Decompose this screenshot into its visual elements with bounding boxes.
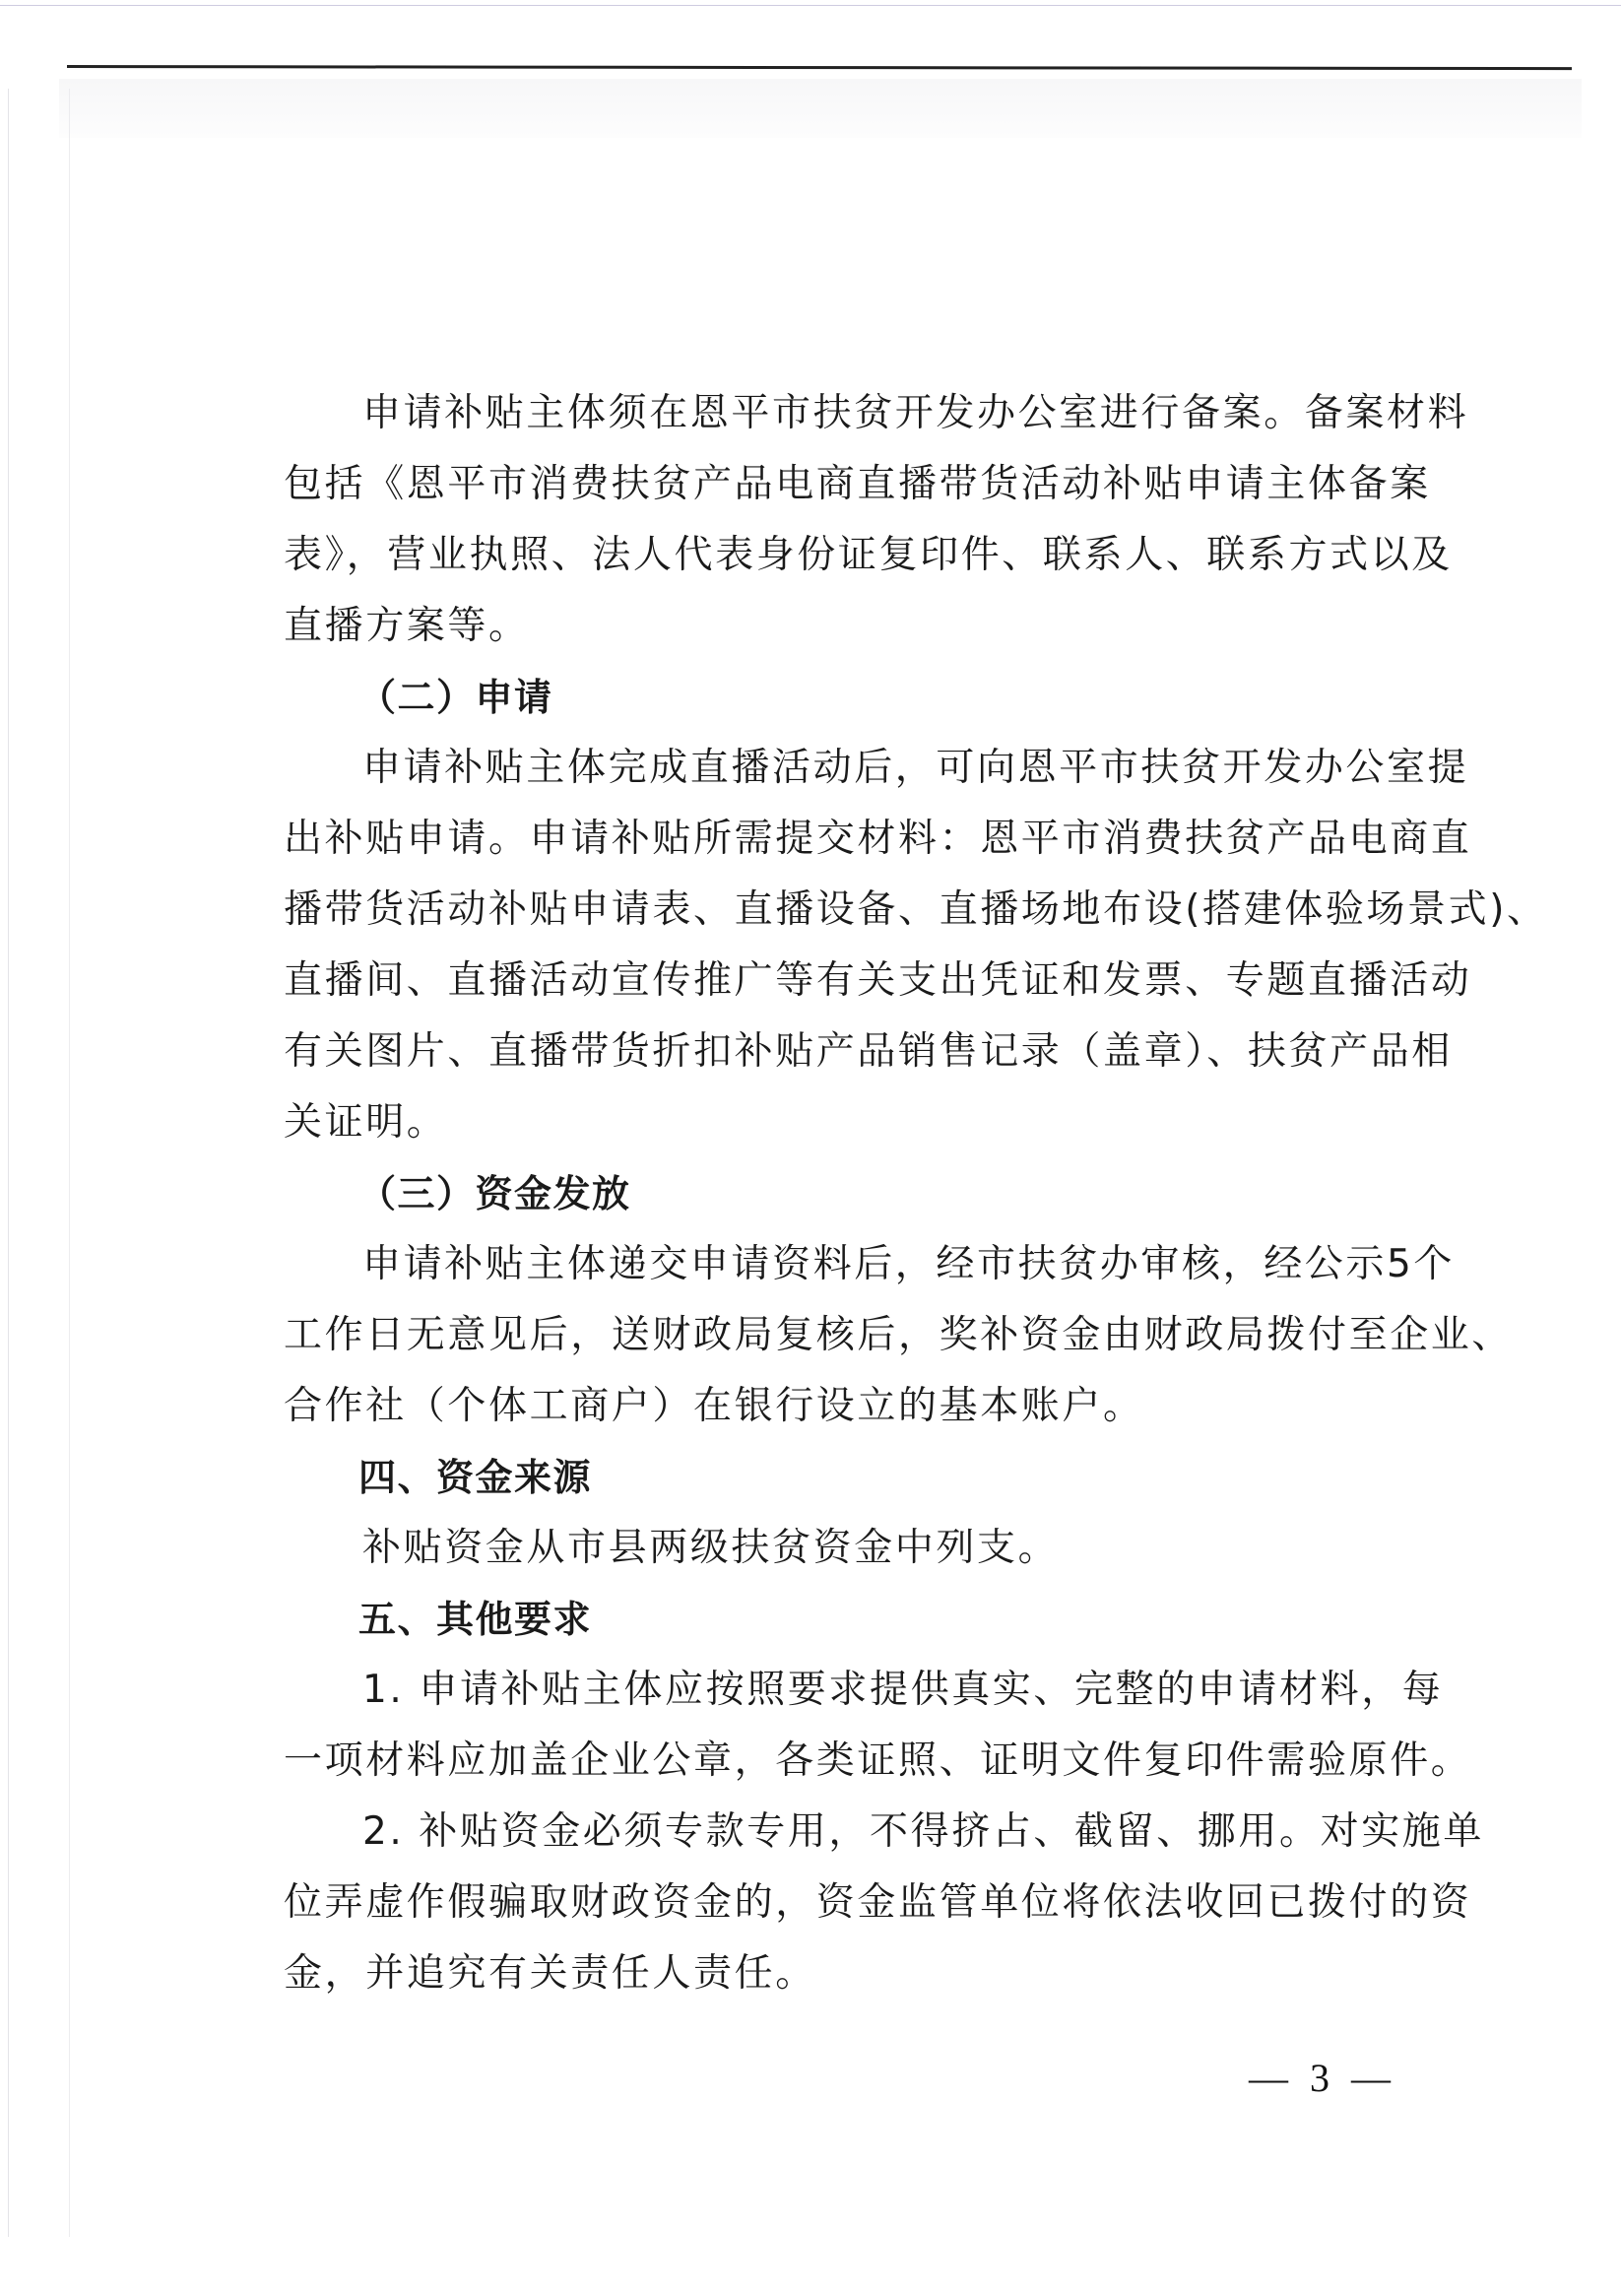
paragraph-requirement-2 <box>284 1797 1485 2009</box>
text-line: 表》，营业执照、法人代表身份证复印件、联系人、联系方式以及 <box>284 533 1453 577</box>
text-line: 播带货活动补贴申请表、直播设备、直播场地布设(搭建体验场景式)、 <box>284 887 1548 932</box>
scan-margin-line <box>69 89 70 2237</box>
paragraph-application <box>284 733 1548 1158</box>
text-line: 关证明。 <box>284 1100 448 1145</box>
text-line: 申请补贴主体完成直播活动后，可向恩平市扶贫开发办公室提 <box>362 746 1469 790</box>
text-line: 出补贴申请。申请补贴所需提交材料：恩平市消费扶贫产品电商直 <box>284 817 1472 861</box>
header-rule <box>67 65 1572 70</box>
paragraph-disbursement <box>284 1229 1514 1442</box>
paragraph-fund-source <box>284 1513 1426 1584</box>
paragraph-filing <box>284 378 1469 662</box>
text-line: 有关图片、直播带货折扣补贴产品销售记录（盖章）、扶贫产品相 <box>284 1029 1453 1074</box>
page-number: — 3 — <box>1249 2056 1396 2100</box>
text-line: 包括《恩平市消费扶贫产品电商直播带货活动补贴申请主体备案 <box>284 462 1431 506</box>
text-line: 申请补贴主体递交申请资料后，经市扶贫办审核，经公示5个 <box>362 1242 1456 1286</box>
page-top-edge <box>0 5 1621 6</box>
text-line: 合作社（个体工商户）在银行设立的基本账户。 <box>284 1384 1144 1428</box>
text-line: 1. 申请补贴主体应按照要求提供真实、完整的申请材料，每 <box>362 1668 1444 1712</box>
scan-margin-line <box>8 89 9 2237</box>
text-line: 金，并追究有关责任人责任。 <box>284 1951 816 1996</box>
text-line: 一项材料应加盖企业公章，各类证照、证明文件复印件需验原件。 <box>284 1738 1472 1783</box>
text-line: 工作日无意见后，送财政局复核后，奖补资金由财政局拨付至企业、 <box>284 1313 1514 1357</box>
paragraph-requirement-1 <box>284 1655 1472 1797</box>
text-line: 2. 补贴资金必须专款专用，不得挤占、截留、挪用。对实施单 <box>362 1809 1485 1854</box>
text-line: 补贴资金从市县两级扶贫资金中列支。 <box>362 1526 1060 1570</box>
section-heading-fund-source: 四、资金来源 <box>358 1456 593 1499</box>
section-heading-fund-disbursement: （三）资金发放 <box>358 1172 631 1215</box>
section-heading-application: （二）申请 <box>358 676 553 719</box>
text-line: 申请补贴主体须在恩平市扶贫开发办公室进行备案。备案材料 <box>362 391 1469 435</box>
text-line: 直播方案等。 <box>284 604 530 648</box>
scan-artifact-band <box>59 79 1582 138</box>
document-body <box>284 378 1548 2009</box>
text-line: 直播间、直播活动宣传推广等有关支出凭证和发票、专题直播活动 <box>284 958 1472 1003</box>
section-heading-other-requirements: 五、其他要求 <box>358 1598 593 1641</box>
text-line: 位弄虚作假骗取财政资金的，资金监管单位将依法收回已拨付的资 <box>284 1880 1472 1925</box>
